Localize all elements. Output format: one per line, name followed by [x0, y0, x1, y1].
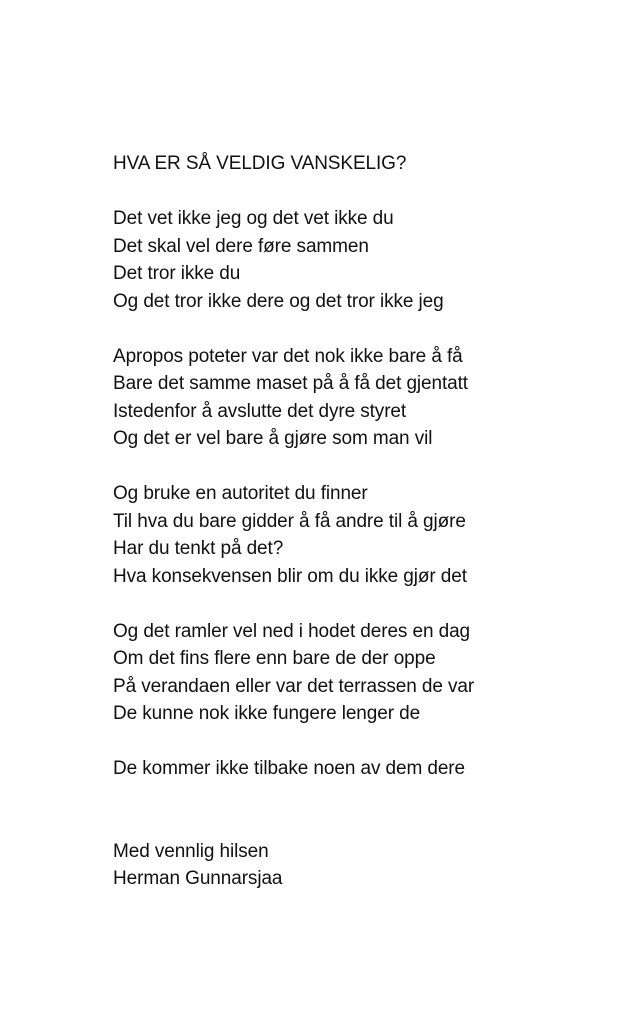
poem-title: HVA ER SÅ VELDIG VANSKELIG?	[113, 153, 407, 174]
poem-line: De kunne nok ikke fungere lenger de	[113, 703, 421, 724]
poem-line: Og det er vel bare å gjøre som man vil	[113, 428, 433, 449]
poem-line: Hva konsekvensen blir om du ikke gjør det	[113, 565, 467, 587]
poem-line: Istedenfor å avslutte det dyre styret	[113, 400, 407, 422]
stanza-gap	[113, 315, 593, 343]
poem-line: På verandaen eller var det terrassen de var	[113, 675, 475, 697]
poem-line: De kommer ikke tilbake noen av dem dere	[113, 758, 465, 779]
stanza-gap	[113, 728, 593, 756]
poem-line: Bare det samme maset på å få det gjentatt	[113, 373, 468, 394]
poem-line: Det vet ikke jeg og det vet ikke du	[113, 208, 394, 229]
poem-line: Og det tror ikke dere og det tror ikke jeg	[113, 290, 444, 312]
poem-line: Har du tenkt på det?	[113, 538, 284, 559]
poem-line: Det skal vel dere føre sammen	[113, 235, 369, 257]
poem-line: Om det fins flere enn bare de der oppe	[113, 648, 436, 669]
poem-body	[113, 150, 593, 893]
stanza-gap	[113, 453, 593, 481]
poem-line: Til hva du bare gidder å få andre til å gjøre	[113, 510, 466, 532]
poem-line: Det tror ikke du	[113, 263, 241, 284]
stanza-gap	[113, 590, 593, 618]
stanza-gap	[113, 178, 593, 206]
signature-name: Herman Gunnarsjaa	[113, 868, 283, 889]
closing-greeting: Med vennlig hilsen	[113, 840, 269, 862]
poem-line: Og bruke en autoritet du finner	[113, 483, 368, 504]
poem-line: Og det ramler vel ned i hodet deres en dag	[113, 620, 471, 642]
poem-line: Apropos poteter var det nok ikke bare å få	[113, 345, 463, 367]
closing-gap	[113, 783, 593, 838]
